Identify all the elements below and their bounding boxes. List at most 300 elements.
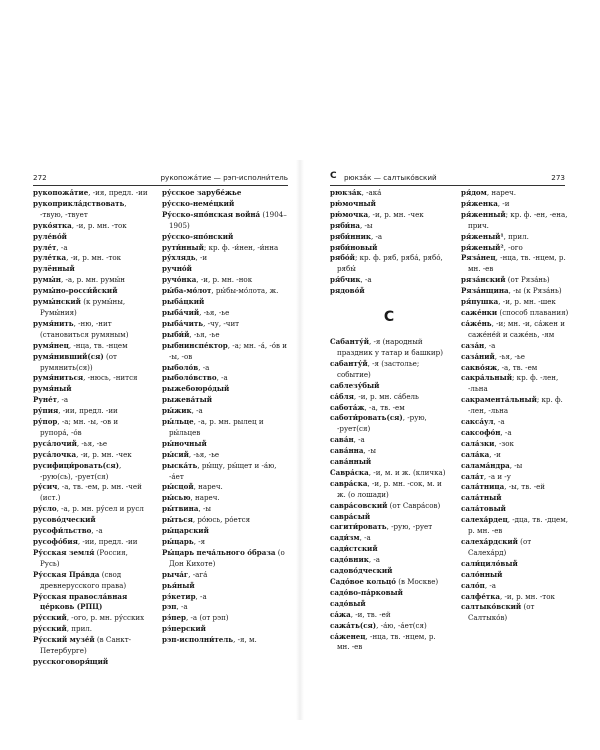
entry-grammar: , прил.: [503, 231, 529, 241]
entry-headword: рыба́чий: [162, 307, 200, 317]
entry-headword: рыболо́в: [162, 362, 199, 372]
dictionary-entry: [461, 253, 571, 275]
dictionary-entry: [162, 406, 292, 417]
entry-headword: рядово́й: [330, 286, 365, 296]
entry-headword: ру́хлядь: [162, 253, 196, 263]
entry-grammar: , -рую, -рует(ся): [337, 413, 427, 434]
dictionary-entry: [461, 439, 571, 450]
dictionary-entry: [162, 286, 292, 297]
entry-headword: ры́сцой: [162, 482, 194, 492]
dictionary-entry: [33, 188, 149, 199]
entry-headword: ру́сло: [33, 504, 57, 514]
entry-headword: русофо́бия: [33, 537, 78, 546]
entry-headword: сала́тница: [461, 482, 505, 492]
entry-headword: руса́лочка: [33, 449, 77, 459]
entry-grammar: , ры́бы-мо́лота, ж.: [211, 286, 279, 296]
entry-grammar: , -и, р. мн. -чек: [368, 209, 424, 219]
dictionary-entry: [330, 610, 448, 621]
entry-headword: сала́ка: [461, 449, 490, 459]
entry-headword: сакса́ул: [461, 417, 494, 427]
entry-grammar: , -чу, -чит: [203, 318, 240, 328]
left-header-rule: [33, 185, 288, 186]
entry-grammar: , -ака́: [361, 188, 382, 197]
entry-headword: румы́н: [33, 275, 61, 285]
entry-headword: сакра́льный: [461, 373, 512, 383]
dictionary-entry: [330, 501, 448, 512]
dictionary-entry: [330, 599, 448, 610]
entry-grammar: , -и; мн. -и, са́жен и саже́не́й и саже́нь, -ям: [468, 318, 565, 339]
entry-headword: ру́сско-неме́цкий: [162, 198, 235, 208]
dictionary-entry: [330, 232, 448, 243]
entry-headword: сало́п: [461, 580, 485, 590]
dictionary-entry: [330, 512, 448, 523]
entry-headword: сали́цило́вый: [461, 558, 518, 568]
dictionary-entry: [33, 635, 149, 657]
entry-headword: саблезу́бый: [330, 380, 380, 390]
dictionary-entry: [461, 188, 571, 199]
entry-grammar: , -а: [359, 533, 371, 543]
entry-headword: рэ́пер: [162, 613, 186, 623]
entry-headword: рья́ный: [162, 580, 195, 590]
entry-headword: ру́пор: [33, 417, 58, 427]
dictionary-entry: [162, 548, 292, 570]
dictionary-entry: [330, 359, 448, 381]
entry-headword: са́жа: [330, 609, 351, 619]
entry-grammar: (1904–1905): [169, 209, 287, 230]
entry-headword: Ру́сская правосла́вная це́рковь (РПЦ): [33, 591, 128, 612]
entry-grammar: ; кр. ф. -ен, -ена, прич.: [468, 209, 568, 230]
entry-headword: рыжева́тый: [162, 395, 213, 405]
dictionary-entry: [33, 450, 149, 461]
entry-grammar: , -а: [370, 231, 383, 241]
entry-headword: сава́нна: [330, 446, 364, 456]
entry-headword: саза́н: [461, 340, 485, 350]
entry-grammar: , -ы: [359, 220, 373, 230]
dictionary-entry: [461, 559, 571, 570]
entry-grammar: , -а: [500, 427, 512, 437]
left-column-2: [162, 188, 292, 646]
entry-grammar: , -а, тв. -ем, р. мн. -чей (ист.): [40, 482, 142, 503]
entry-headword: ру́сско-япо́нский: [162, 231, 234, 241]
entry-grammar: , -а, тв. -ем: [364, 402, 405, 412]
entry-grammar: , -ья, -ье: [199, 307, 230, 317]
right-running-head: [330, 171, 565, 184]
entry-headword: румя́нивший(ся): [33, 351, 104, 361]
dictionary-entry: [330, 403, 448, 414]
entry-grammar: , -ы: [363, 446, 376, 456]
entry-headword: садо́во-па́рковый: [330, 587, 403, 597]
entry-grammar: , -а: [91, 526, 103, 536]
dictionary-entry: [461, 581, 571, 592]
entry-headword: савра́сый: [330, 511, 371, 521]
dictionary-entry: [330, 413, 448, 435]
entry-grammar: , -и, р. мн. -ток: [71, 220, 127, 230]
entry-headword: русово́дческий: [33, 515, 96, 525]
entry-grammar: , -нюсь, -нится: [83, 373, 138, 383]
entry-headword: рыба́цкий: [162, 297, 205, 307]
entry-grammar: , -ы (к Ряза́нь): [508, 286, 562, 296]
dictionary-entry: [330, 522, 448, 533]
dictionary-entry: [33, 352, 149, 374]
entry-headword: сади́зм: [330, 533, 360, 543]
entry-grammar: , -ого: [503, 242, 523, 252]
entry-headword: рулённый: [33, 264, 75, 274]
entry-headword: рыжебоюро́дый: [162, 384, 230, 394]
dictionary-entry: [162, 635, 292, 646]
dictionary-entry: [33, 406, 149, 417]
dictionary-entry: [330, 479, 448, 501]
dictionary-entry: [330, 337, 448, 359]
entry-headword: ру́сский: [33, 624, 67, 634]
entry-headword: Ряза́нец: [461, 253, 496, 263]
dictionary-entry: [330, 446, 448, 457]
entry-grammar: , -нца, тв. -нцем, р. мн. -ев: [337, 631, 436, 652]
dictionary-entry: [33, 373, 149, 384]
entry-headword: рябо́й: [330, 253, 355, 263]
dictionary-entry: [33, 613, 149, 624]
entry-headword: рэ́кетир: [162, 591, 196, 601]
entry-headword: рукопожа́тие: [33, 188, 89, 197]
left-running-head: [33, 171, 288, 184]
entry-grammar: , -а, р. мн. ру́сел и русл: [56, 504, 144, 514]
dictionary-entry: [461, 210, 571, 232]
entry-headword: ры́ба-мо́лот: [162, 286, 212, 296]
dictionary-entry: [162, 581, 292, 592]
entry-grammar: , -а: [216, 373, 228, 383]
entry-grammar: , нареч.: [486, 188, 516, 197]
entry-grammar: , -и, р. мн. -нок: [196, 275, 253, 285]
dictionary-entry: [461, 504, 571, 515]
entry-headword: салама́ндра: [461, 460, 510, 470]
entry-headword: Ру́сская Пра́вда: [33, 569, 100, 579]
dictionary-entry: [330, 188, 448, 199]
entry-grammar: , нареч.: [190, 493, 220, 503]
entry-headword: рукоприкла́дствовать: [33, 198, 125, 208]
entry-headword: рю́мочный: [330, 198, 376, 208]
dictionary-entry: [33, 297, 149, 319]
entry-headword: са́бля: [330, 391, 354, 401]
entry-grammar: , -ья, -ье: [494, 351, 525, 361]
dictionary-entry: [461, 592, 571, 603]
dictionary-entry: [461, 297, 571, 308]
dictionary-entry: [330, 632, 448, 654]
entry-headword: сабанту́й: [330, 358, 368, 368]
entry-grammar: , -ню, -нит (становиться румяным): [40, 318, 129, 339]
dictionary-entry: [461, 515, 571, 537]
entry-headword: ры́царский: [162, 526, 209, 536]
entry-grammar: , -твую, -твует: [40, 198, 127, 219]
entry-grammar: , прил.: [66, 624, 93, 634]
entry-headword: руса́лочий: [33, 438, 77, 448]
entry-grammar: , ры́щу, ры́щет и -а́ю, -а́ет: [169, 460, 277, 481]
entry-grammar: ; кр. ф. ряб, ряба́, рябо́, рябы́: [337, 253, 443, 274]
dictionary-entry: [33, 570, 149, 592]
entry-headword: сала́т: [461, 471, 484, 481]
dictionary-entry: [162, 570, 292, 581]
entry-headword: савра́совский: [330, 500, 388, 510]
dictionary-entry: [461, 450, 571, 461]
dictionary-entry: [330, 457, 448, 468]
entry-headword: рыболо́вство: [162, 373, 217, 383]
entry-grammar: (способ плавания): [497, 307, 569, 317]
dictionary-entry: [33, 592, 149, 614]
right-running-head-text: рюкза́к — салтыко́вский: [344, 173, 437, 182]
dictionary-entry: [162, 602, 292, 613]
dictionary-entry: [461, 319, 571, 341]
entry-headword: рути́нный: [162, 242, 204, 252]
entry-grammar: , -рую(сь), -рует(ся): [40, 460, 122, 481]
entry-headword: ряза́нский: [461, 275, 506, 285]
dictionary-entry: [33, 417, 149, 439]
dictionary-entry: [162, 253, 292, 264]
right-page-number: 273: [551, 173, 565, 182]
entry-headword: савра́ска: [330, 478, 368, 488]
entry-headword: рыбнинспе́ктор: [162, 340, 228, 350]
entry-grammar: , -а (от рэп): [185, 613, 229, 623]
dictionary-entry: [330, 533, 448, 544]
dictionary-entry: [33, 232, 149, 243]
entry-grammar: , -а: [493, 417, 505, 427]
entry-headword: ры́твина: [162, 504, 199, 514]
entry-headword: са́женец: [330, 631, 366, 641]
entry-grammar: , -а, р. мн. румы́н: [60, 275, 126, 285]
entry-grammar: , -ия, предл. -ии: [88, 188, 148, 197]
entry-headword: рыби́й: [162, 329, 190, 339]
dictionary-entry: [162, 330, 292, 341]
dictionary-entry: [33, 264, 149, 275]
dictionary-entry: [461, 472, 571, 483]
right-column-1: [330, 188, 448, 653]
entry-grammar: , -ого, р. мн. ру́сских: [66, 613, 145, 623]
entry-headword: руко́ятка: [33, 220, 72, 230]
entry-headword: русифици́ровать(ся): [33, 460, 119, 470]
entry-grammar: , -ии, предл. -ии: [58, 406, 118, 416]
entry-grammar: , -ья, -ье: [188, 449, 220, 459]
entry-grammar: (в Санкт-Петербурге): [40, 635, 132, 656]
entry-headword: румя́нить: [33, 318, 74, 328]
entry-grammar: , -и: [195, 253, 208, 263]
dictionary-entry: [461, 363, 571, 374]
entry-headword: сало́нный: [461, 569, 503, 579]
dictionary-entry: [162, 395, 292, 406]
entry-headword: саже́нки: [461, 307, 498, 317]
entry-headword: салфе́тка: [461, 591, 500, 601]
dictionary-entry: [33, 624, 149, 635]
entry-grammar: , -и, м. и ж. (кличка): [368, 467, 446, 477]
entry-grammar: , -и, р. мн. -ток: [66, 253, 122, 263]
dictionary-entry: [33, 439, 149, 450]
entry-headword: Савра́ска: [330, 467, 369, 477]
entry-headword: салеха́рдский: [461, 537, 518, 546]
entry-grammar: , -а; мн. -а́, -о́в и -ы, -ов: [169, 340, 288, 361]
entry-headword: русскоговоря́щий: [33, 656, 109, 666]
entry-headword: ры́льце: [162, 417, 194, 427]
dictionary-entry: [461, 461, 571, 472]
dictionary-entry: [33, 275, 149, 286]
dictionary-entry: [461, 352, 571, 363]
entry-grammar: , -а; мн. -ы, -ов и рупора́, -о́в: [40, 417, 119, 437]
entry-grammar: , -а́ю, -а́ет(ся): [376, 620, 427, 630]
entry-grammar: , нареч.: [193, 482, 223, 492]
dictionary-entry: [162, 592, 292, 603]
dictionary-entry: [330, 468, 448, 479]
entry-headword: салеха́рдец: [461, 515, 508, 525]
entry-headword: сакво́яж: [461, 362, 498, 372]
dictionary-entry: [330, 392, 448, 403]
entry-grammar: , -и: [489, 449, 501, 459]
entry-grammar: , -и, р. мн. -сок, м. и ж. (о лошади): [337, 478, 442, 499]
dictionary-entry: [162, 439, 292, 450]
entry-headword: сава́н: [330, 435, 354, 445]
entry-grammar: , -нца, тв. -нцем: [68, 340, 128, 350]
entry-grammar: (свод древнерусского права): [40, 569, 127, 590]
section-letter-heading: С: [383, 309, 395, 326]
dictionary-entry: [162, 264, 292, 275]
entry-headword: сала́товый: [461, 504, 506, 514]
entry-grammar: (от румянить(ся)): [40, 351, 117, 372]
entry-grammar: ; кр. ф. -и́нен, -и́нна: [203, 242, 279, 252]
dictionary-entry: [330, 210, 448, 221]
entry-grammar: ; кр. ф. -лен, -льна: [468, 373, 559, 394]
entry-grammar: , -ья, -ье: [189, 329, 220, 339]
dictionary-entry: [162, 210, 292, 232]
entry-headword: ря́женый¹: [461, 231, 504, 241]
dictionary-entry: [461, 232, 571, 243]
dictionary-entry: [461, 199, 571, 210]
dictionary-entry: [330, 555, 448, 566]
left-column-1: [33, 188, 149, 668]
dictionary-entry: [330, 243, 448, 254]
dictionary-entry: [33, 526, 149, 537]
entry-headword: рюкза́к: [330, 188, 362, 197]
right-running-head-letter: С: [330, 171, 337, 181]
entry-headword: Ру́сско-япо́нская война́: [162, 209, 261, 219]
dictionary-entry: [461, 537, 571, 559]
dictionary-entry: [162, 461, 292, 483]
dictionary-entry: [33, 384, 149, 395]
entry-grammar: , -нца, тв. -нцем, р. мн. -ев: [468, 253, 566, 274]
dictionary-entry: [162, 308, 292, 319]
dictionary-entry: [461, 602, 571, 624]
dictionary-entry: [330, 221, 448, 232]
entry-grammar: , -а: [360, 275, 372, 285]
dictionary-entry: [33, 657, 149, 668]
entry-headword: сажа́ть(ся): [330, 620, 377, 630]
entry-grammar: , -а: [198, 362, 210, 372]
entry-grammar: , -а: [176, 602, 188, 612]
entry-headword: рю́мочка: [330, 209, 369, 219]
dictionary-entry: [461, 493, 571, 504]
entry-headword: руле́т: [33, 242, 57, 252]
dictionary-entry: [162, 188, 292, 199]
entry-headword: ру́сское зарубе́жье: [162, 188, 242, 197]
entry-headword: ры́ться: [162, 515, 193, 525]
dictionary-entry: [33, 504, 149, 515]
entry-headword: румя́ный: [33, 384, 72, 394]
entry-grammar: , -ы: [509, 460, 523, 470]
entry-headword: рэп: [162, 602, 177, 612]
entry-headword: румы́но-росси́йский: [33, 286, 118, 296]
entry-grammar: , -а и -у: [483, 471, 511, 481]
right-header-rule: [330, 185, 565, 186]
entry-headword: сала́зки: [461, 438, 495, 448]
entry-grammar: , -а: [195, 591, 207, 601]
entry-grammar: , -а: [353, 435, 365, 445]
entry-headword: ря́женый²: [461, 242, 504, 252]
dictionary-entry: [162, 275, 292, 286]
entry-grammar: , -и, р. мн. -шек: [498, 297, 556, 307]
dictionary-entry: [33, 395, 149, 406]
entry-grammar: , -зок: [494, 438, 514, 448]
entry-headword: ря́бчик: [330, 275, 361, 285]
dictionary-entry: [330, 253, 448, 275]
entry-headword: салтыко́вский: [461, 602, 522, 612]
left-running-head-text: рукопожа́тие — рэп-исполни́тель: [160, 173, 288, 182]
entry-headword: Ру́сский музе́й: [33, 635, 95, 645]
entry-headword: Ру́сская земля́: [33, 547, 95, 557]
dictionary-entry: [330, 588, 448, 599]
dictionary-entry: [162, 515, 292, 526]
entry-headword: сакрамента́льный: [461, 395, 537, 405]
dictionary-entry: [461, 395, 571, 417]
dictionary-entry: [162, 504, 292, 515]
entry-headword: садово́дческий: [330, 566, 393, 576]
dictionary-entry: [330, 286, 448, 297]
left-page-number: 272: [33, 173, 47, 182]
dictionary-entry: [330, 275, 448, 286]
dictionary-entry: [330, 199, 448, 210]
entry-grammar: , -а: [191, 406, 203, 416]
dictionary-entry: [461, 341, 571, 352]
entry-grammar: (от Салтыко́в): [468, 602, 535, 623]
entry-headword: сагити́ровать: [330, 522, 387, 532]
dictionary-entry: [33, 482, 149, 504]
dictionary-entry: [330, 566, 448, 577]
entry-grammar: (о Дон Кихоте): [169, 547, 285, 568]
entry-headword: румя́нец: [33, 340, 69, 350]
entry-headword: русофи́льство: [33, 526, 92, 536]
right-column-2: [461, 188, 571, 624]
dictionary-entry: [162, 232, 292, 243]
dictionary-entry: [330, 577, 448, 588]
dictionary-entry: [33, 221, 149, 232]
entry-headword: саза́ний: [461, 351, 495, 361]
entry-headword: ру́пия: [33, 406, 59, 416]
dictionary-entry: [461, 373, 571, 395]
entry-grammar: , -и, р. мн. -чек: [76, 449, 132, 459]
entry-headword: рыча́г: [162, 569, 189, 579]
entry-headword: сала́тный: [461, 493, 502, 503]
dictionary-entry: [162, 624, 292, 635]
entry-headword: румя́ниться: [33, 373, 84, 383]
dictionary-entry: [461, 308, 571, 319]
entry-headword: садо́вник: [330, 555, 369, 565]
dictionary-entry: [33, 515, 149, 526]
entry-grammar: , -и: [497, 198, 510, 208]
dictionary-entry: [162, 319, 292, 330]
dictionary-entry: [330, 381, 448, 392]
dictionary-entry: [461, 428, 571, 439]
dictionary-entry: [162, 450, 292, 461]
entry-headword: румы́нский: [33, 297, 81, 307]
dictionary-entry: [162, 341, 292, 363]
entry-grammar: , -а: [56, 395, 69, 405]
dictionary-entry: [33, 286, 149, 297]
dictionary-entry: [162, 199, 292, 210]
entry-headword: ря́дом: [461, 188, 487, 197]
entry-grammar: (от Ряза́нь): [505, 275, 550, 285]
dictionary-entry: [461, 482, 571, 493]
